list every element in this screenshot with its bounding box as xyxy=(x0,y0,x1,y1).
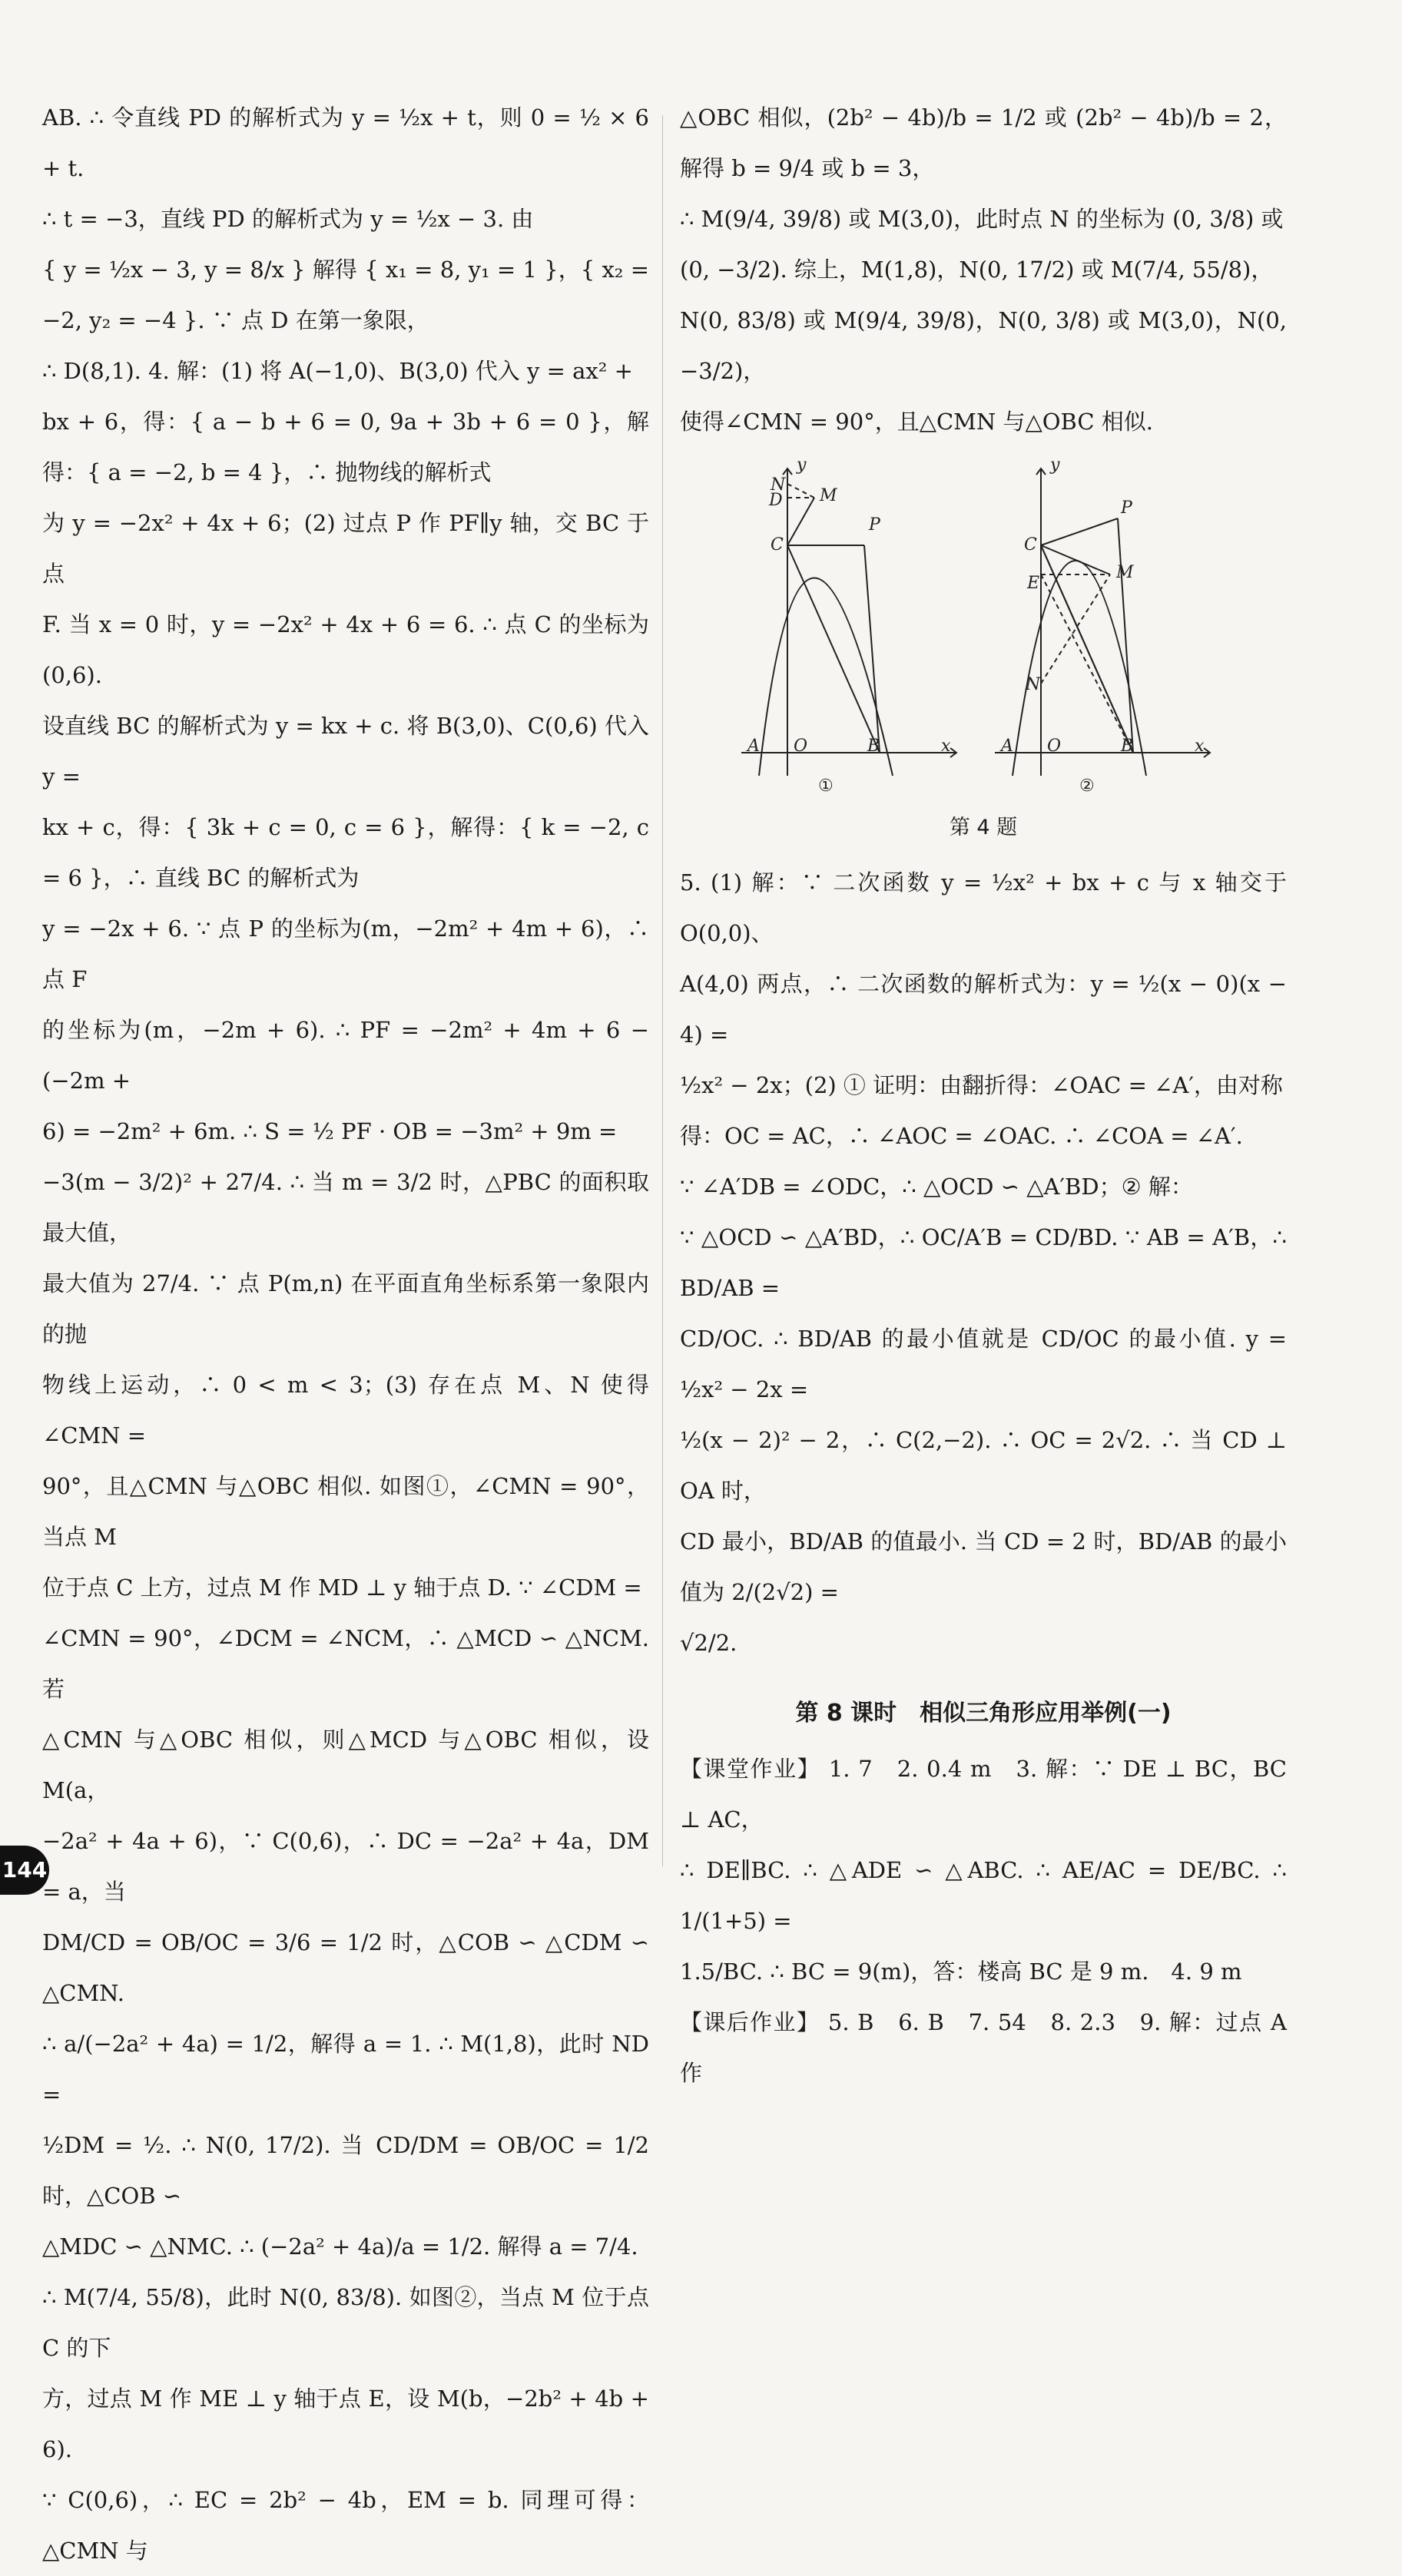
text-line: ∴ a/(−2a² + 4a) = 1/2，解得 a = 1. ∴ M(1,8)，此时 ND = xyxy=(42,2031,649,2107)
fig1-label-x: x xyxy=(941,737,951,756)
fig2-label-b: B xyxy=(1121,737,1134,756)
text-line: AB. ∴ 令直线 PD 的解析式为 y = ½x + t，则 0 = ½ × 6 + t. xyxy=(42,104,649,181)
right-column xyxy=(680,92,1287,2098)
figure-1 xyxy=(741,455,956,796)
text-line: ∴ D(8,1). 4. 解：(1) 将 A(−1,0)、B(3,0) 代入 y = ax² + xyxy=(42,358,633,384)
text-line: ½DM = ½. ∴ N(0, 17/2). 当 CD/DM = OB/OC = 1/2 时，△COB ∽ xyxy=(42,2132,649,2209)
text-line: −2a² + 4a + 6)，∵ C(0,6)，∴ DC = −2a² + 4a，DM = a，当 xyxy=(42,1828,649,1905)
fig1-label-p: P xyxy=(869,515,880,535)
column-divider xyxy=(662,115,663,1866)
text-line: △MDC ∽ △NMC. ∴ (−2a² + 4a)/a = 1/2. 解得 a = 7/4. xyxy=(42,2233,638,2260)
text-line: 【课后作业】 5. B 6. B 7. 54 8. 2.3 9. 解：过点 A 作 xyxy=(680,2009,1287,2086)
text-line: ∴ M(7/4, 55/8)，此时 N(0, 83/8). 如图②，当点 M 位于点 C 的下 xyxy=(42,2284,649,2361)
text-line: 使得∠CMN = 90°，且△CMN 与△OBC 相似. xyxy=(680,409,1154,435)
fig2-label-m: M xyxy=(1116,563,1134,582)
text-line: bx + 6，得：{ a − b + 6 = 0, 9a + 3b + 6 = 0 }，解得：{ a = −2, b = 4 }，∴ 抛物线的解析式 xyxy=(42,409,649,485)
text-line: N(0, 83/8) 或 M(9/4, 39/8)，N(0, 3/8) 或 M(3,0)，N(0, −3/2)， xyxy=(680,307,1287,384)
text-line: −3(m − 3/2)² + 27/4. ∴ 当 m = 3/2 时，△PBC 的面积取最大值， xyxy=(42,1169,649,1246)
text-line: 物线上运动，∴ 0 < m < 3；(3) 存在点 M、N 使得 ∠CMN = xyxy=(42,1372,649,1449)
fig2-number: ② xyxy=(1079,776,1095,796)
fig1-number: ① xyxy=(818,776,834,796)
text-line: ½x² − 2x；(2) ① 证明：由翻折得：∠OAC = ∠A′，由对称 xyxy=(680,1072,1283,1098)
text-line: ½(x − 2)² − 2，∴ C(2,−2). ∴ OC = 2√2. ∴ 当 CD ⊥ OA 时， xyxy=(680,1427,1287,1504)
text-line: 【课堂作业】 1. 7 2. 0.4 m 3. 解：∵ DE ⊥ BC，BC ⊥ AC， xyxy=(680,1756,1287,1833)
page-number: 144 xyxy=(0,1846,49,1895)
fig2-label-o: O xyxy=(1047,737,1062,756)
text-line: ∵ △OCD ∽ △A′BD，∴ OC/A′B = CD/BD. ∵ AB = A′B，∴ BD/AB = xyxy=(680,1224,1287,1301)
text-line: ∴ M(9/4, 39/8) 或 M(3,0)，此时点 N 的坐标为 (0, 3/8) 或 xyxy=(680,206,1284,232)
fig2-label-p: P xyxy=(1121,498,1132,518)
text-line: 5. (1) 解：∵ 二次函数 y = ½x² + bx + c 与 x 轴交于 O(0,0)、 xyxy=(680,869,1287,946)
segment-nm xyxy=(787,484,814,498)
fig2-label-e: E xyxy=(1027,574,1040,593)
fig2-label-a: A xyxy=(1001,737,1013,756)
text-line: 设直线 BC 的解析式为 y = kx + c. 将 B(3,0)、C(0,6) 代入 y = xyxy=(42,713,649,790)
text-line: { y = ½x − 3, y = 8/x } 解得 { x₁ = 8, y₁ = 1 }，{ x₂ = −2, y₂ = −4 }. ∵ 点 D 在第一象限， xyxy=(42,257,649,333)
fig1-label-d: D xyxy=(769,491,783,510)
text-line: 位于点 C 上方，过点 M 作 MD ⊥ y 轴于点 D. ∵ ∠CDM = xyxy=(42,1574,642,1601)
fig2-label-c: C xyxy=(1024,535,1037,555)
segment-cm xyxy=(787,498,814,545)
text-line: 得：OC = AC，∴ ∠AOC = ∠OAC. ∴ ∠COA = ∠A′. xyxy=(680,1123,1243,1149)
text-line: 1.5/BC. ∴ BC = 9(m)，答：楼高 BC 是 9 m. 4. 9 m xyxy=(680,1958,1242,1985)
text-line: △CMN 与△OBC 相似，则△MCD 与△OBC 相似，设 M(a， xyxy=(42,1727,649,1803)
fig1-label-n: N xyxy=(771,475,786,495)
text-line: ∵ C(0,6)，∴ EC = 2b² − 4b，EM = b. 同理可得：△CMN 与 xyxy=(42,2487,649,2564)
text-line: kx + c，得：{ 3k + c = 0, c = 6 }，解得：{ k = −2, c = 6 }，∴ 直线 BC 的解析式为 xyxy=(42,814,649,891)
text-line: ∴ t = −3，直线 PD 的解析式为 y = ½x − 3. 由 xyxy=(42,206,534,232)
fig2-label-x: x xyxy=(1195,737,1205,756)
text-line: √2/2. xyxy=(680,1630,737,1656)
text-line: 为 y = −2x² + 4x + 6；(2) 过点 P 作 PF∥y 轴，交 BC 于点 xyxy=(42,510,649,587)
fig2-label-y: y xyxy=(1050,455,1060,475)
text-line: ∴ DE∥BC. ∴ △ADE ∽ △ABC. ∴ AE/AC = DE/BC. ∴ 1/(1+5) = xyxy=(680,1857,1287,1934)
fig1-label-o: O xyxy=(794,737,808,756)
left-column xyxy=(42,92,649,2576)
text-line: 6) = −2m² + 6m. ∴ S = ½ PF · OB = −3m² + 9m = xyxy=(42,1118,618,1144)
section-heading: 第 8 课时 相似三角形应用举例(一) xyxy=(795,1700,1172,1727)
text-line: (0, −3/2). 综上，M(1,8)，N(0, 17/2) 或 M(7/4, 55/8)， xyxy=(680,257,1274,283)
geometry-figures xyxy=(726,453,1248,799)
fig1-label-b: B xyxy=(867,737,880,756)
figure-caption: 第 4 题 xyxy=(949,816,1018,839)
text-line: CD/OC. ∴ BD/AB 的最小值就是 CD/OC 的最小值. y = ½x² − 2x = xyxy=(680,1326,1287,1402)
fig1-label-a: A xyxy=(747,737,760,756)
text-line: DM/CD = OB/OC = 3/6 = 1/2 时，△COB ∽ △CDM ∽ △CMN. xyxy=(42,1929,649,2006)
text-line: 最大值为 27/4. ∵ 点 P(m,n) 在平面直角坐标系第一象限内的抛 xyxy=(42,1270,649,1347)
text-line: A(4,0) 两点，∴ 二次函数的解析式为：y = ½(x − 0)(x − 4) = xyxy=(680,971,1287,1048)
text-line: 方，过点 M 作 ME ⊥ y 轴于点 E，设 M(b，−2b² + 4b + 6). xyxy=(42,2386,649,2462)
fig1-label-y: y xyxy=(797,455,807,475)
fig1-label-c: C xyxy=(771,535,784,555)
text-line: ∠CMN = 90°，∠DCM = ∠NCM，∴ △MCD ∽ △NCM. 若 xyxy=(42,1625,649,1702)
fig2-label-n: N xyxy=(1026,675,1041,694)
segment-pb xyxy=(1118,518,1133,753)
text-line: CD 最小，BD/AB 的值最小. 当 CD = 2 时，BD/AB 的最小值为 2/(2√2) = xyxy=(680,1528,1287,1605)
text-line: F. 当 x = 0 时，y = −2x² + 4x + 6 = 6. ∴ 点 C 的坐标为(0,6). xyxy=(42,611,649,688)
segment-eb xyxy=(1041,574,1133,753)
fig1-label-m: M xyxy=(820,486,837,505)
figure-problem-4 xyxy=(680,453,1287,853)
segment-cp xyxy=(1041,518,1118,545)
text-line: 90°，且△CMN 与△OBC 相似. 如图①，∠CMN = 90°，当点 M xyxy=(42,1473,649,1550)
text-line: ∵ ∠A′DB = ∠ODC，∴ △OCD ∽ △A′BD；② 解： xyxy=(680,1174,1193,1200)
text-line: y = −2x + 6. ∵ 点 P 的坐标为(m，−2m² + 4m + 6)，∴ 点 F xyxy=(42,916,649,992)
text-line: 的坐标为(m，−2m + 6). ∴ PF = −2m² + 4m + 6 − (−2m + xyxy=(42,1017,649,1094)
figure-2 xyxy=(995,455,1210,796)
text-line: △OBC 相似，(2b² − 4b)/b = 1/2 或 (2b² − 4b)/b = 2，解得 b = 9/4 或 b = 3， xyxy=(680,104,1287,181)
